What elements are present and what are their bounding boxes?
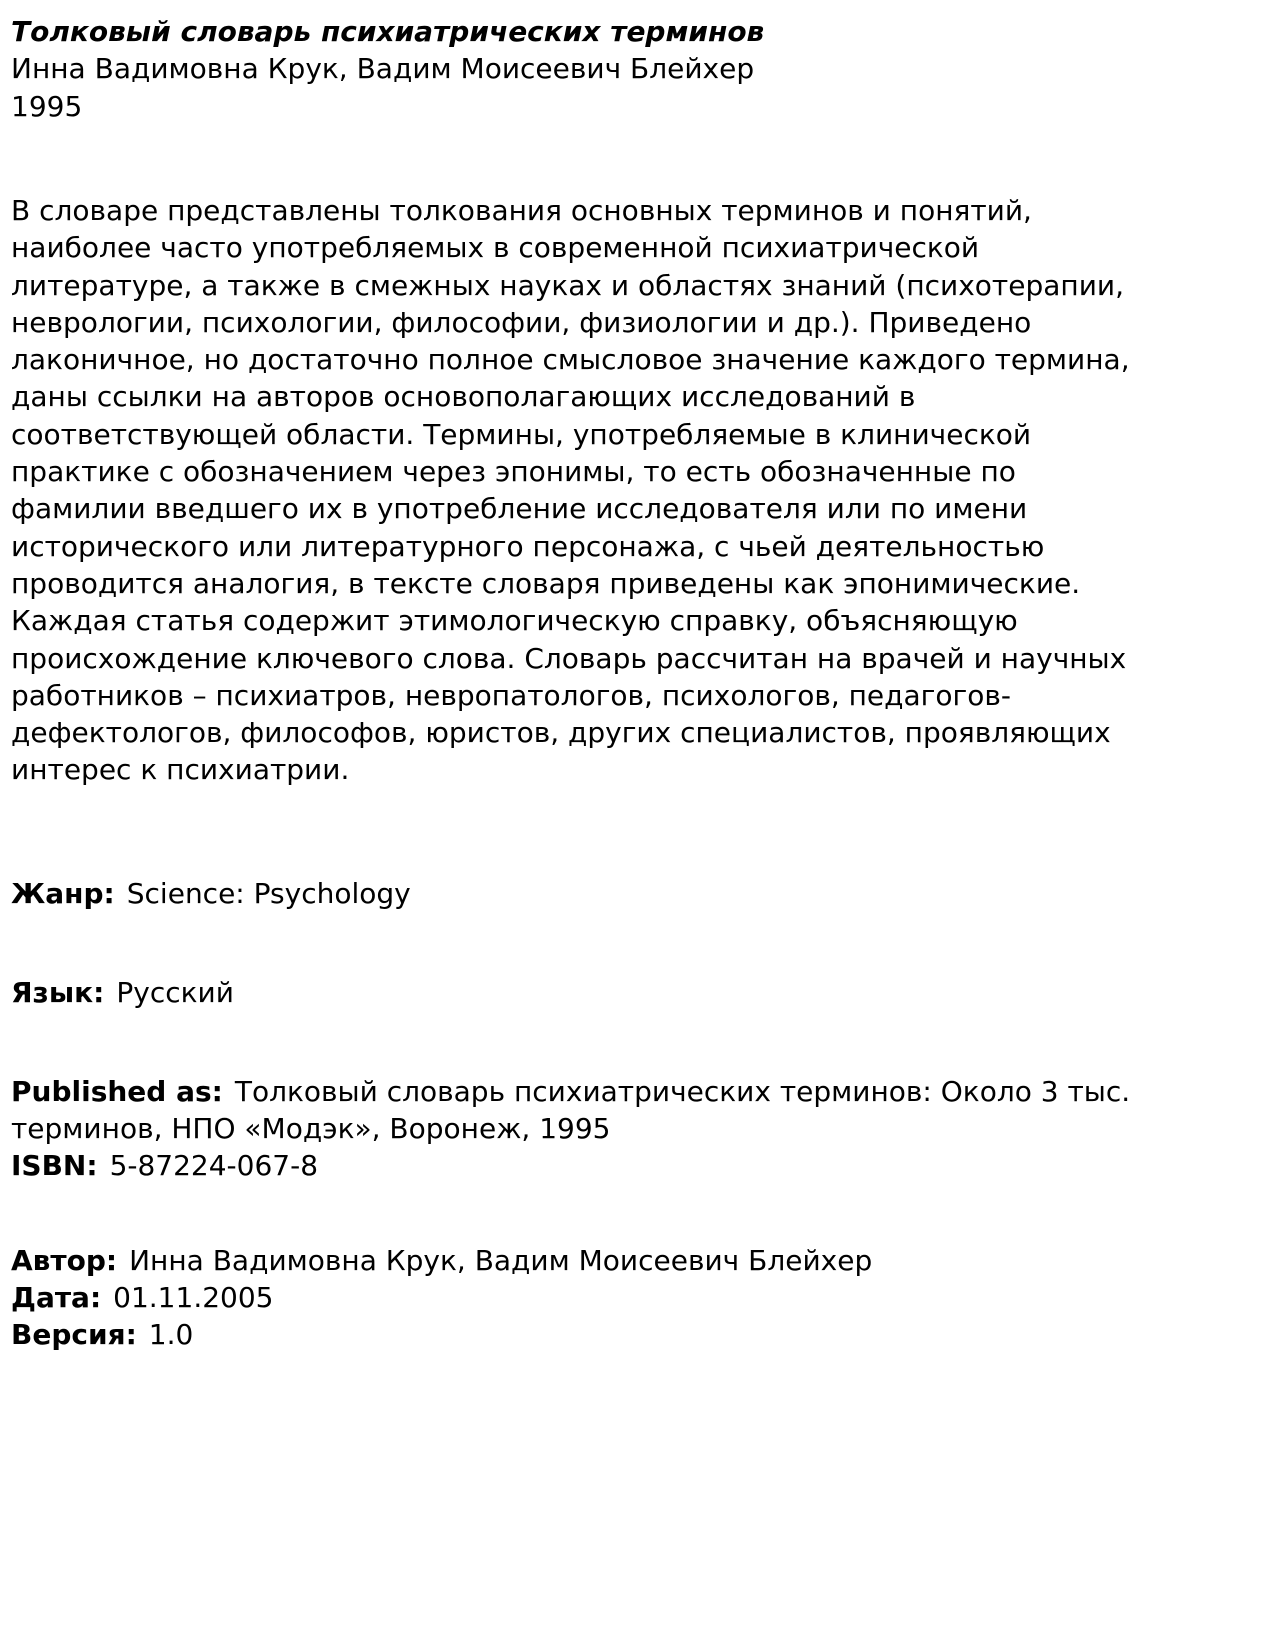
annotation-line: литературе, а также в смежных науках и областях знаний (психотерапии, [11,268,1124,302]
book-authors: Инна Вадимовна Крук, Вадим Моисеевич Блейхер [11,52,755,85]
isbn-value: 5-87224-067-8 [109,1149,319,1182]
book-title: Толковый словарь психиатрических терминов [11,15,765,48]
document-info-block [11,1242,872,1353]
doc-version-value: 1.0 [148,1318,194,1351]
genre-field [11,875,411,912]
annotation-line: Каждая статья содержит этимологическую справку, объясняющую [11,604,1018,638]
doc-version-row [11,1316,872,1353]
doc-author-label: Автор: [11,1244,118,1277]
annotation-line: В словаре представлены толкования основных терминов и понятий, [11,194,1032,227]
doc-date-row [11,1279,872,1316]
annotation-line: практике с обозначением через эпонимы, то есть обозначенные по [11,455,1016,489]
annotation-line: фамилии введшего их в употребление исследователя или по имени [11,492,1028,526]
published-as-value: Толковый словарь психиатрических терминов: Около 3 тыс. [234,1075,1131,1108]
genre-label: Жанр: [11,877,115,910]
published-as-continuation: терминов, НПО «Модэк», Воронеж, 1995 [11,1112,611,1145]
published-as-label: Published as: [11,1075,223,1108]
doc-version-label: Версия: [11,1318,137,1351]
annotation-line: соответствующей области. Термины, употребляемые в клинической [11,417,1032,451]
annotation-line: интерес к психиатрии. [11,753,350,787]
published-as-row [11,1073,1130,1110]
annotation-line: проводится аналогия, в тексте словаря приведены как эпонимические. [11,566,1081,600]
language-label: Язык: [11,976,105,1009]
doc-author-row [11,1242,872,1279]
annotation-line: лаконичное, но достаточно полное смысловое значение каждого термина, [11,343,1130,377]
language-value: Русский [116,976,234,1009]
language-field [11,974,234,1011]
genre-value: Science: Psychology [126,877,411,910]
annotation-line: исторического или литературного персонажа, с чьей деятельностью [11,529,1045,563]
annotation-line: дефектологов, философов, юристов, других специалистов, проявляющих [11,716,1111,750]
isbn-label: ISBN: [11,1149,98,1182]
doc-author-value: Инна Вадимовна Крук, Вадим Моисеевич Блейхер [129,1244,873,1277]
annotation-line: происхождение ключевого слова. Словарь рассчитан на врачей и научных [11,641,1127,675]
annotation-line: неврологии, психологии, философии, физиологии и др.). Приведено [11,305,1032,339]
annotation-line: наиболее часто употребляемых в современной психиатрической [11,231,980,265]
isbn-row [11,1147,1130,1184]
annotation-line: работников – психиатров, невропатологов, психологов, педагогов- [11,678,1011,712]
doc-date-value: 01.11.2005 [113,1281,274,1314]
annotation-line: даны ссылки на авторов основополагающих исследований в [11,380,916,414]
book-year: 1995 [11,90,83,123]
book-annotation [11,192,1256,789]
doc-date-label: Дата: [11,1281,102,1314]
publication-block [11,1073,1130,1184]
